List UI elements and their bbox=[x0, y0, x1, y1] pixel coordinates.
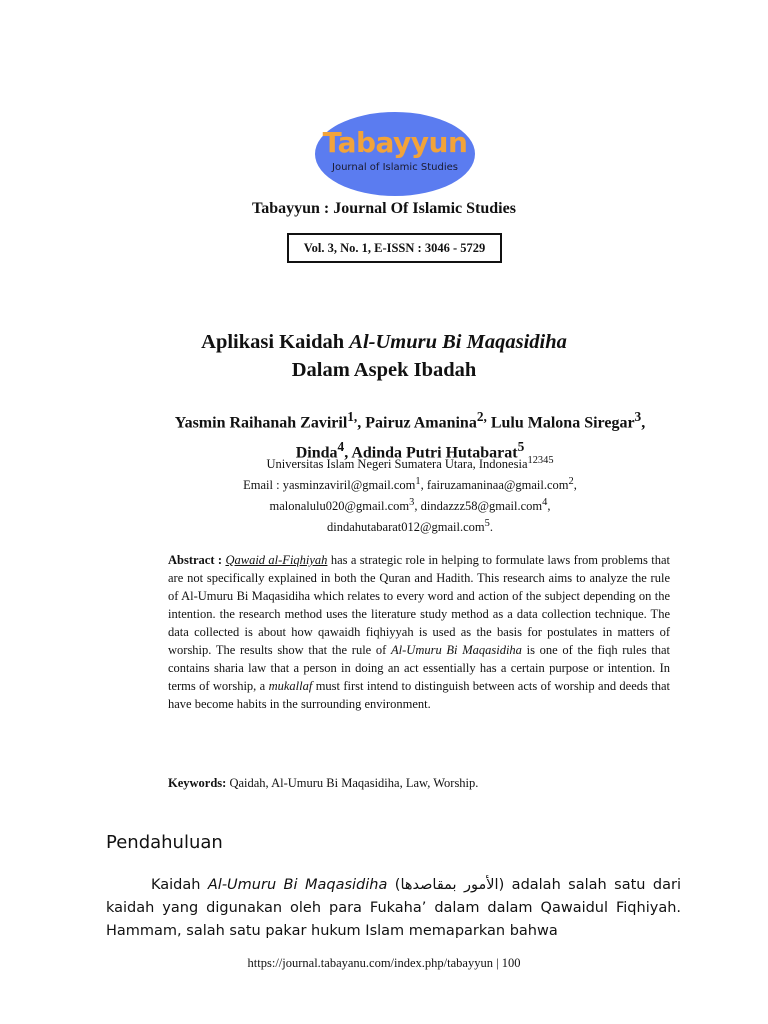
title-plain: Aplikasi Kaidah bbox=[201, 331, 350, 353]
keywords-label: Keywords: bbox=[168, 776, 227, 790]
email-4-sup: 4 bbox=[542, 497, 548, 509]
body-text-2: ( bbox=[387, 877, 401, 893]
author-1-sup: 1, bbox=[347, 409, 358, 424]
journal-logo bbox=[315, 112, 475, 196]
author-2: Pairuz Amanina bbox=[365, 414, 477, 432]
author-4: Dinda bbox=[295, 444, 338, 462]
author-5-sup: 5 bbox=[517, 439, 525, 455]
email-4[interactable]: dindazzz58@gmail.com bbox=[420, 499, 543, 514]
email-2-sup: 2 bbox=[568, 476, 574, 488]
journal-title: Tabayyun : Journal Of Islamic Studies bbox=[252, 200, 516, 217]
email-1-sup: 1 bbox=[415, 476, 421, 488]
abstract-term-mukallaf: mukallaf bbox=[268, 679, 313, 693]
university: Universitas Islam Negeri Sumatera Utara, Indonesia bbox=[266, 457, 528, 472]
abstract-term-qawaid: Qawaid al-Fiqhiyah bbox=[225, 553, 328, 567]
title-italic: Al-Umuru Bi Maqasidiha bbox=[349, 331, 567, 353]
paper-title bbox=[0, 328, 768, 384]
logo-subtitle: Journal of Islamic Studies bbox=[332, 162, 458, 173]
email-5-sup: 5 bbox=[484, 518, 490, 530]
university-sup: 12345 bbox=[527, 455, 554, 466]
abstract-text-1: has a strategic role in helping to formulate laws from problems that are not specifically explained in both the Quran and Hadith. This research aims to analyze the rule of Al-Umuru Bi Maqasidiha which relates to every word and action of the subject depending on the intention. the research method uses the literature study method as a data collection technique. The data collected is about how qawaidh fiqhiyyah is used as the basis for postulates in matters of worship. The results show that the rule of bbox=[168, 553, 670, 657]
keywords-line bbox=[168, 776, 670, 791]
author-5: Adinda Putri Hutabarat bbox=[351, 444, 518, 462]
body-arabic: الأمور بمقاصدها bbox=[400, 877, 499, 893]
email-3-sup: 3 bbox=[409, 497, 415, 509]
author-3-sup: 3 bbox=[634, 409, 642, 424]
keywords-value: Qaidah, Al-Umuru Bi Maqasidiha, Law, Worship. bbox=[226, 776, 479, 790]
title-line2: Dalam Aspek Ibadah bbox=[291, 359, 477, 381]
page-footer: https://journal.tabayanu.com/index.php/tabayyun | 100 bbox=[247, 956, 521, 970]
author-list: Yasmin Raihanah Zaviril$^{1,}$, Pairuz Amanina$^{2,}$ Lulu Malona Siregar$^3$, Dinda$^4$, Adinda Putri Hutabarat$^5$ bbox=[174, 409, 646, 462]
affiliation-block: Universitas Islam Negeri Sumatera Utara, Indonesia$^{12345}$ Email : yasminzaviril@gmail.com$^1$, fairuzamaninaa@gmail.com$^2$, malonalulu020@gmail.com$^3$, dindazzz58@gmail.com$^4$, dindahutabarat012@gmail.com$^5$. bbox=[243, 455, 577, 535]
section-heading: Pendahuluan bbox=[106, 832, 223, 853]
abstract-text-2: is one of the fiqh rules that contains sharia law that a person in doing an act essentially has a certain purpose or intention. In terms of worship, a bbox=[168, 643, 670, 693]
abstract-term-rule: Al-Umuru Bi Maqasidiha bbox=[391, 643, 522, 657]
body-italic-term: Al-Umuru Bi Maqasidiha bbox=[207, 877, 388, 893]
abstract-text-3: must first intend to distinguish between acts of worship and deeds that have become habits in the surrounding environment. bbox=[168, 679, 670, 711]
abstract-block bbox=[168, 551, 670, 713]
author-3: Lulu Malona Siregar bbox=[490, 414, 635, 432]
volume-box: Vol. 3, No. 1, E-ISSN : 3046 - 5729 bbox=[287, 233, 502, 263]
body-text-1: Kaidah bbox=[151, 877, 208, 893]
email-2[interactable]: fairuzamaninaa@gmail.com bbox=[426, 478, 569, 493]
email-1[interactable]: yasminzaviril@gmail.com bbox=[282, 478, 416, 493]
email-3[interactable]: malonalulu020@gmail.com bbox=[269, 499, 410, 514]
author-1: Yasmin Raihanah Zaviril bbox=[174, 414, 348, 432]
email-prefix: Email : bbox=[243, 478, 283, 493]
body-text-3: ) adalah salah satu dari kaidah yang digunakan oleh para Fukaha’ dalam dalam Qawaidul Fiqhiyah. Hammam, salah satu pakar hukum Islam memaparkan bahwa bbox=[106, 877, 681, 939]
logo-name: Tabayyun bbox=[322, 126, 468, 159]
email-5[interactable]: dindahutabarat012@gmail.com bbox=[327, 520, 485, 535]
author-4-sup: 4 bbox=[337, 439, 345, 455]
abstract-label: Abstract : bbox=[168, 553, 226, 567]
author-2-sup: 2, bbox=[476, 409, 487, 424]
body-paragraph bbox=[106, 874, 681, 943]
